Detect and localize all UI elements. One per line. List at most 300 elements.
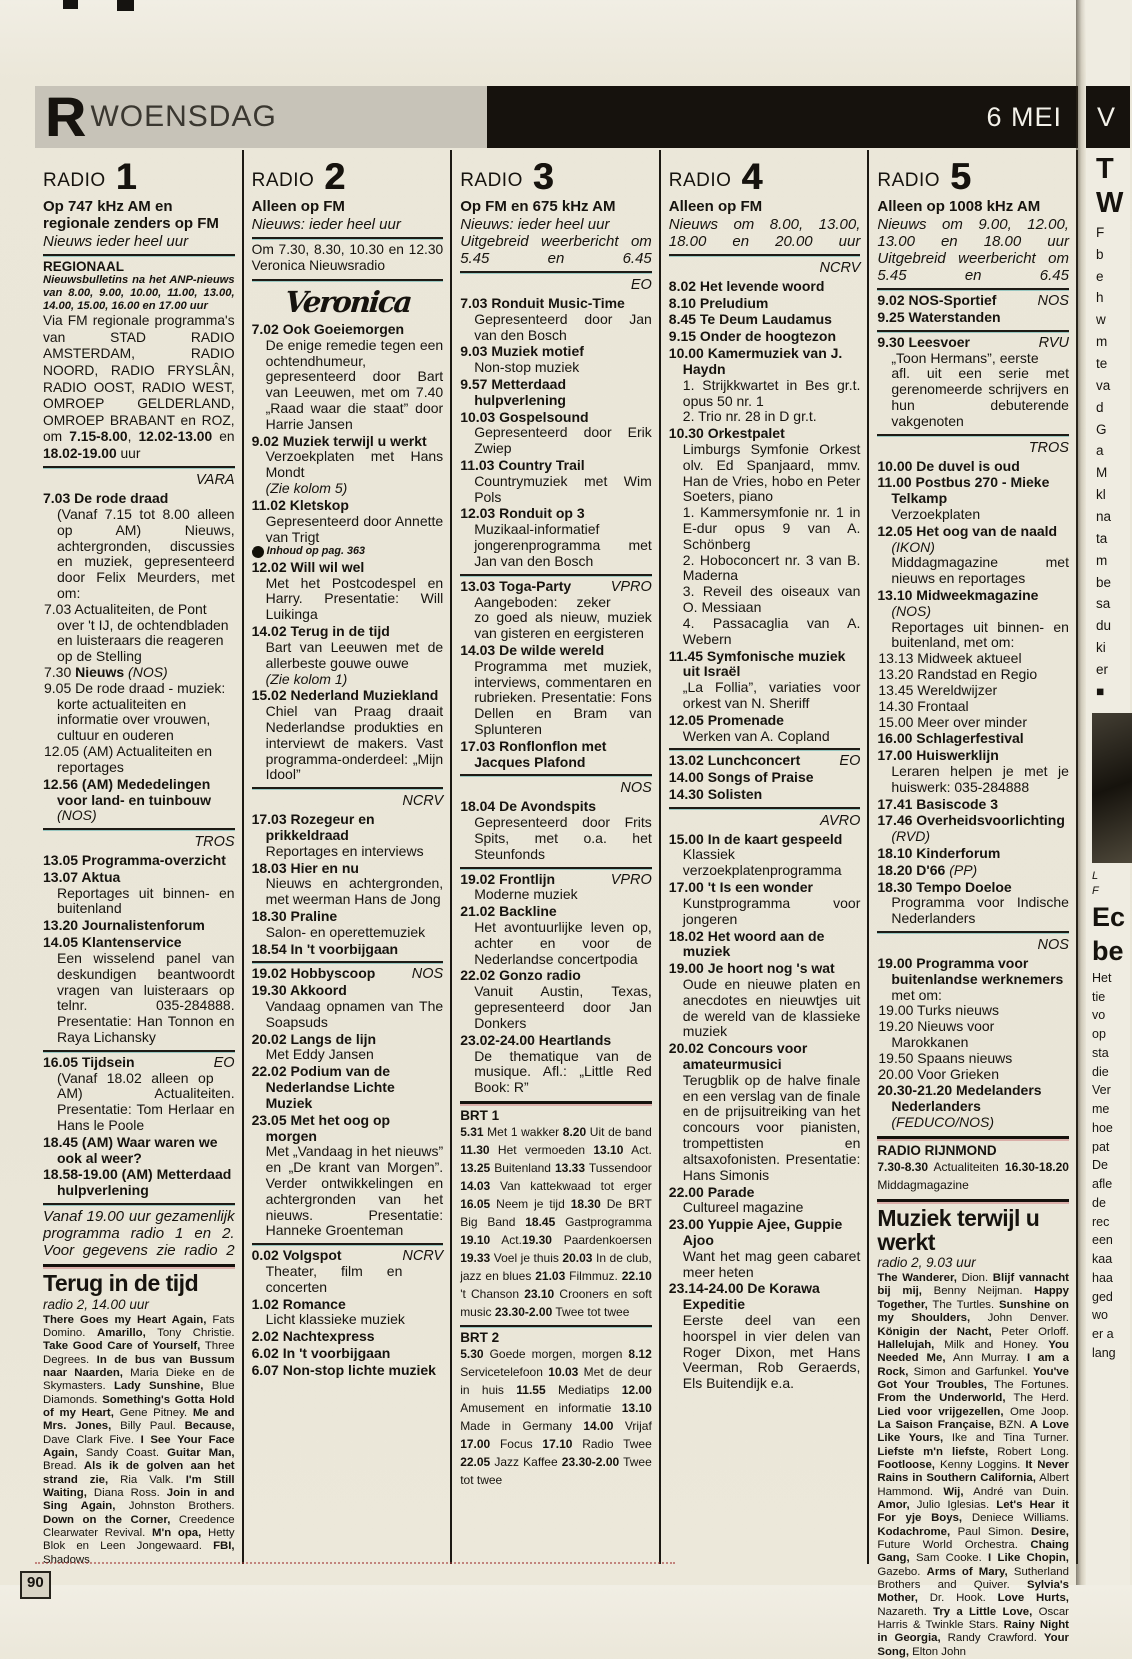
program-subentry: 19.50 Spaans nieuws (878, 1049, 1013, 1066)
section-heading: RADIO RIJNMOND (877, 1142, 997, 1158)
section-heading: BRT 1 (460, 1107, 500, 1123)
adjacent-line-fragment: be (1096, 574, 1112, 590)
feature-subtitle: radio 2, 9.03 uur (877, 1255, 976, 1271)
program-entry: 14.00 Songs of Praise (668, 769, 814, 786)
section-heading: REGIONAAL (43, 258, 124, 274)
program-entry: 11.03 Country Trail (460, 457, 585, 474)
feature-title: Terug in de tijd (43, 1270, 199, 1297)
program-entry: 17.00 't Is een wonder (668, 879, 813, 896)
program-entry: 18.02 Het woord aan de muziek (668, 927, 825, 960)
station-word: RADIO (668, 170, 732, 191)
section-divider (43, 1050, 235, 1052)
adjacent-line-fragment: G (1096, 421, 1107, 437)
program-entry: NOS 9.02 NOS-Sportief (877, 292, 1069, 310)
program-entry: 17.00 Huiswerklijn (877, 747, 999, 764)
program-description: Moderne muziek (474, 886, 578, 903)
adjacent-headline-fragment: be (1092, 936, 1124, 967)
program-description: Werken van A. Copland (682, 727, 830, 744)
adjacent-line-fragment: kaa (1092, 1252, 1113, 1267)
broadcaster-label: EO (213, 1054, 235, 1071)
section-heading: BRT 2 (460, 1329, 500, 1345)
program-subentry: 13.45 Wereldwijzer (878, 681, 998, 698)
program-description: Licht klassieke muziek (265, 1311, 405, 1328)
station-word: RADIO (43, 170, 106, 191)
teletext-note: T Inhoud op pag. 363 (247, 545, 365, 558)
adjacent-line-fragment: pat (1092, 1139, 1110, 1154)
program-description: Gepresenteerd door Annette van Trigt (265, 512, 444, 545)
adjacent-line-fragment: tie (1092, 989, 1106, 1004)
broadcaster-label: NCRV (402, 1248, 444, 1265)
program-description: Salon- en operettemuziek (265, 923, 426, 940)
section-divider (669, 748, 861, 750)
column-body (460, 199, 652, 1489)
column-body (877, 199, 1069, 1659)
program-entry: 14.05 Klantenservice (43, 934, 182, 951)
adjacent-caption-fragment: F (1092, 885, 1099, 898)
program-entry: 20.02 Langs de lijn (251, 1030, 377, 1047)
program-subentry: 7.30 Nieuws (NOS) (44, 664, 168, 681)
adjacent-line-fragment: hoe (1092, 1120, 1113, 1135)
section-divider (669, 254, 861, 256)
program-entry: 22.02 Podium van de Nederlandse Lichte Muziek (251, 1063, 395, 1111)
adjacent-line-fragment: De (1092, 1158, 1108, 1173)
adjacent-line-fragment: me (1092, 1102, 1110, 1117)
broadcaster-label: NCRV (819, 259, 861, 276)
section-divider (877, 330, 1069, 332)
program-entry: 13.05 Programma-overzicht (43, 852, 226, 869)
program-description: Want het mag geen cabaret meer heten (682, 1247, 861, 1280)
adjacent-line-fragment: w (1096, 312, 1106, 328)
program-description: „La Follia”, variaties voor orkest van N. Sheriff (682, 679, 861, 711)
broadcaster-label: RVU (1038, 334, 1069, 351)
adjacent-line-fragment: er (1096, 661, 1109, 677)
broadcaster-label: TROS (194, 834, 235, 851)
info-text: Om 7.30, 8.30, 10.30 en 12.30 Veronica Nieuwsradio (251, 241, 444, 274)
adjacent-line-fragment: vo (1092, 1008, 1106, 1023)
program-entry: 22.02 Gonzo radio (460, 967, 581, 984)
section-divider (460, 774, 652, 776)
program-description: Vandaag opnamen van The Soapsuds (265, 998, 444, 1030)
section-divider (43, 828, 235, 830)
program-subentry: 19.00 Turks nieuws (878, 1002, 999, 1019)
station-number: 3 (532, 156, 553, 198)
program-entry: 12.05 Promenade (668, 711, 784, 728)
broadcaster-label: EO (839, 753, 861, 770)
adjacent-line-fragment: lang (1092, 1345, 1116, 1360)
program-description: Muzikaal-informatief jongerenprogramma met Jan van den Bosch (474, 521, 652, 569)
program-entry: 18.10 Kinderforum (877, 845, 1001, 862)
program-entry: 19.00 Je hoort nog 's wat (668, 960, 835, 977)
broadcaster-label: EO (630, 277, 652, 294)
column-body (43, 199, 235, 1567)
program-entry: 19.00 Programma voor buitenlandse werknemers met om: (877, 954, 1064, 1003)
section-divider-strong (460, 1101, 652, 1104)
program-subentry: 9.05 De rode draad - muziek: korte actualiteiten en informatie over vrouwen, cultuur en ouderen (44, 679, 226, 744)
program-entry: 7.03 Ronduit Music-Time (460, 294, 625, 311)
section-logo-r: R (45, 84, 83, 148)
program-description: 1. Strijkkwartet in Bes gr.t. opus 50 nr. 1 (682, 376, 861, 409)
program-description: Reportages en interviews (265, 842, 424, 859)
program-subentry: 12.05 (AM) Actualiteiten en reportages (44, 743, 213, 775)
program-entry: 13.20 Journalistenforum (43, 917, 205, 934)
broadcaster-label: VPRO (610, 871, 652, 888)
section-divider (877, 288, 1069, 290)
station-number: 1 (115, 156, 136, 198)
station-number: 5 (950, 156, 970, 198)
program-description: Countrymuziek met Wim Pols (474, 472, 652, 505)
program-entry: VPRO 19.02 Frontlijn (460, 870, 652, 888)
program-description: 2. Hoboconcert nr. 3 van B. Maderna (682, 551, 861, 584)
program-description: 2. Trio nr. 28 in D gr.t. (682, 408, 817, 425)
adjacent-line-fragment: a (1096, 443, 1104, 459)
broadcaster-label: VPRO (610, 578, 652, 595)
column-title (460, 150, 652, 196)
adjacent-line-fragment: Het (1092, 970, 1112, 985)
program-subentry: 15.00 Meer over minder (878, 713, 1028, 730)
program-entry: 8.45 Te Deum Laudamus (668, 311, 832, 328)
compact-schedule: 7.30-8.30 Actualiteiten 16.30-18.20 Middagmagazine (877, 1159, 1069, 1192)
program-description: 3. Reveil des oiseaux van O. Messiaan (682, 583, 861, 616)
program-description: Gepresenteerd door Erik Zwiep (474, 424, 652, 457)
bottom-dotted-divider (35, 1562, 675, 1564)
program-description: Oude en nieuwe platen en anecdotes en nieuwtjes uit de wereld van de klassieke muziek (682, 975, 861, 1040)
program-description: Programma met muziek, interviews, commentaren en rubrieken. Presentatie: Fons Dellen en Bram van Splunteren (474, 657, 652, 738)
column-title (252, 150, 444, 196)
adjacent-page-edge (1086, 0, 1130, 1585)
program-entry: 6.02 In 't voorbijgaan (251, 1345, 391, 1362)
program-description: Een wisselend panel van deskundigen beantwoordt vragen van luisteraars op telnr. 035-284888. Presentatie: Han Tonnon en Raya Lichansky (57, 949, 235, 1045)
frequency-info: Op FM en 675 kHz AM (460, 198, 616, 215)
program-description: Gepresenteerd door Frits Spits, met o.a. het Steunfonds (474, 814, 652, 862)
program-entry: 9.02 Muziek terwijl u werkt (251, 432, 427, 449)
program-description: De enige remedie tegen een ochtendhumeur, gepresenteerd door Bart van Leeuwen, met om 7.40 „Raad waar die staat” door Harrie Jansen (265, 336, 444, 432)
adjacent-line-fragment: haa (1092, 1270, 1113, 1285)
section-divider (43, 1203, 235, 1205)
program-description: Nieuws en achtergronden, met weerman Hans de Jong (265, 875, 444, 908)
adjacent-line-fragment: die (1092, 1064, 1109, 1079)
program-entry: 7.02 Ook Goeiemorgen (251, 320, 405, 337)
news-schedule: Nieuws ieder heel uur (43, 232, 189, 250)
program-description: Klassiek verzoekplatenprogramma (682, 846, 842, 879)
program-entry: 18.03 Hier en nu (251, 859, 359, 876)
program-entry: 17.46 Overheidsvoorlichting (RVD) (877, 812, 1065, 845)
adjacent-line-fragment: ged (1092, 1289, 1113, 1304)
column-body (669, 199, 861, 1392)
adjacent-header-fragment (1086, 86, 1130, 148)
program-description: „Toon Hermans”, eerste afl. uit een serie met gerenomeerde schrijvers en hun debuterende vakgenoten (891, 349, 1069, 429)
header-date-box (487, 86, 1078, 148)
program-entry: 14.30 Solisten (668, 786, 763, 803)
broadcaster-label: NCRV (402, 793, 444, 810)
program-entry: 12.56 (AM) Mededelingen voor land- en tuinbouw (NOS) (43, 775, 211, 824)
feature-subtitle: radio 2, 14.00 uur (43, 1296, 149, 1312)
program-subentry: 7.03 Actualiteiten, de Pont over 't IJ, de ochtendbladen en luisteraars die reageren op de Stelling (44, 600, 229, 665)
column-title (877, 150, 1069, 196)
program-entry: 7.03 De rode draad (43, 490, 169, 507)
program-entry: 9.25 Waterstanden (877, 308, 1001, 325)
program-description: 1. Kammersymfonie nr. 1 in E-dur opus 9 van A. Schönberg (682, 504, 861, 552)
bulletin-info: Nieuwsbulletins na het ANP-nieuws van 8.00, 9.00, 10.00, 11.00, 13.00, 14.00, 15.00, 16.00 en 17.00 uur (43, 273, 235, 313)
news-schedule: Uitgebreid weerbericht om 5.45 en 6.45 (877, 249, 1069, 285)
broadcaster-label: NOS (620, 780, 652, 797)
program-entry: 23.05 Met het oog op morgen (251, 1111, 391, 1144)
program-entry: 13.07 Aktua (43, 868, 121, 885)
column-radio-4 (661, 150, 870, 1564)
station-number: 4 (741, 156, 762, 198)
program-subentry: 19.20 Nieuws voor Marokkanen (878, 1018, 995, 1050)
section-divider (669, 807, 861, 809)
program-entry: 17.03 Rozegeur en prikkeldraad (251, 811, 375, 843)
program-description: Middagmagazine met nieuws en reportages (891, 554, 1069, 587)
adjacent-line-fragment: kl (1096, 487, 1106, 503)
song-list: The Wanderer, Dion. Blijf vannacht bij mij, Benny Neijman. Happy Together, The Turtles. Sunshine on my Shoulders, John Denver. Königin der Nacht, Peter Orloff. Hallelujah, Milk and Honey. You Needed Me, Ann Murray. I am a Rock, Simon and Garfunkel. You've Got Your Troubles, The Fortunes. From the Underworld, The Herd. Lied voor vrijgezellen, Ome Joop. La Saison Française, BZN. A Love Like Yours, Ike and Tina Turner. Liefste m'n liefste, Robert Long. Footloose, Kenny Loggins. It Never Rains in Southern California, Albert Hammond. Wij, André van Duin. Amor, Julio Iglesias. Let's Hear it For yje Boys, Deniece Williams. Kodachrome, Paul Simon. Desire, Future World Orchestra. Chaing Gang, Sam Cooke. I Like Chopin, Gazebo. Arms of Mary, Sutherland Brothers and Quiver. Sylvia's Mother, Dr. Hook. Love Hurts, Nazareth. Try a Little Love, Oscar Harris & Twinkle Stars. Rainy Night in Georgia, Randy Crawford. Your Song, Elton John (877, 1272, 1069, 1658)
program-entry: 14.02 Terug in de tijd (251, 623, 390, 640)
program-description: (Vanaf 7.15 tot 8.00 alleen op AM) Nieuws, achtergronden, discussies en muziek, gepresenteerd door Felix Meurders, met om: (57, 505, 235, 601)
program-entry: 20.02 Concours voor amateurmusici (668, 1040, 808, 1073)
adjacent-line-fragment: op (1092, 1027, 1106, 1042)
adjacent-line-fragment: afle (1092, 1177, 1113, 1192)
program-description: Terugblik op de halve finale en een verslag van de finale en de prijsuitreiking van het concours voor pianisten, trompettisten en altsaxofonisten. Presentatie: Hans Simonis (682, 1071, 861, 1183)
program-description: Gepresenteerd door Jan van den Bosch (474, 310, 652, 343)
section-divider (43, 254, 235, 256)
station-number: 2 (324, 156, 344, 198)
program-entry: 1.02 Romance (251, 1295, 346, 1312)
frequency-info: Alleen op 1008 kHz AM (877, 198, 1041, 215)
program-entry: 12.05 Het oog van de naald (IKON) (877, 522, 1058, 555)
frequency-info: Alleen op FM (668, 198, 763, 215)
program-subentry: 13.13 Midweek aktueel (878, 650, 1022, 667)
program-entry: 23.14-24.00 De Korawa Expeditie (668, 1280, 820, 1313)
news-schedule: Nieuws om 8.00, 13.00, 18.00 en 20.00 uur (668, 215, 861, 250)
header-day-box (35, 86, 487, 148)
adjacent-line-fragment: F (1096, 224, 1105, 240)
program-entry: 12.02 Will wil wel (251, 558, 365, 575)
section-divider (43, 466, 235, 468)
compact-schedule: 5.30 Goede morgen, morgen 8.12 Servicetelefoon 10.03 Met de deur in huis 11.55 Mediatips 12.00 Amusement en informatie 13.10 Made in Germany 14.00 Vrijaf 17.00 Focus 17.10 Radio Twee 22.05 Jazz Kaffee 23.30-2.00 Twee tot twee (460, 1346, 652, 1487)
program-entry: 16.00 Schlagerfestival (877, 730, 1024, 747)
program-entry: NOS 19.02 Hobbyscoop (251, 965, 444, 983)
program-entry: 18.30 Tempo Doeloe (877, 878, 1012, 895)
program-description: 4. Passacaglia van A. Webern (682, 614, 861, 647)
broadcaster-label: TROS (1028, 439, 1069, 456)
column-body (247, 198, 444, 1379)
adjacent-line-fragment: b (1096, 246, 1104, 262)
column-title (669, 150, 861, 196)
program-entry: 6.07 Non-stop lichte muziek (251, 1361, 436, 1378)
program-entry: 8.02 Het levende woord (668, 277, 825, 294)
adjacent-line-fragment: d (1096, 399, 1104, 415)
program-entry: 13.10 Midweekmagazine (NOS) (877, 587, 1039, 619)
adjacent-line-fragment: m (1096, 552, 1108, 568)
broadcaster-label: NOS (1037, 293, 1069, 310)
program-entry: 17.03 Ronflonflon met Jacques Plafond (460, 737, 607, 770)
program-entry: 11.02 Kletskop (251, 496, 349, 513)
program-entry: 23.02-24.00 Heartlands (460, 1031, 612, 1048)
program-entry: EO 16.05 Tijdsein (43, 1053, 235, 1071)
program-entry: 9.57 Metterdaad hulpverlening (460, 375, 567, 408)
page-gutter-shadow (1076, 0, 1086, 1585)
station-word: RADIO (877, 170, 941, 191)
broadcaster-label: NOS (1037, 937, 1069, 954)
section-divider (460, 867, 652, 869)
program-entry: NCRV 0.02 Volgspot (251, 1247, 444, 1265)
news-schedule: Nieuws om 9.00, 12.00, 13.00 en 18.00 uur (877, 215, 1069, 250)
program-entry: 18.20 D'66 (PP) (877, 861, 978, 878)
program-entry: 11.45 Symfonische muziek uit Israël (668, 647, 846, 680)
compact-schedule: 5.31 Met 1 wakker 8.20 Uit de band 11.30 Het vermoeden 13.10 Act. 13.25 Buitenland 13.33 Tussendoor 14.03 Van kattekwaad tot erger 16.05 Neem je tijd 18.30 De BRT Big Band 18.45 Gastprogramma 19.10 Act.19.30 Paardenkoersen 19.33 Voel je thuis 20.03 In de club, jazz en blues 21.03 Filmmuz. 22.10 't Chanson 23.10 Crooners en soft music 23.30-2.00 Twee tot twee (460, 1124, 652, 1319)
adjacent-line-fragment: h (1096, 290, 1104, 306)
frequency-info: Alleen op FM (251, 198, 345, 215)
program-description: Reportages uit binnen- en buitenland, met om: (891, 618, 1069, 651)
program-entry: VPRO 13.03 Toga-Party (460, 577, 652, 595)
page-header (35, 86, 1078, 148)
program-entry: EO 13.02 Lunchconcert (668, 752, 861, 770)
program-description: Vanuit Austin, Texas, gepresenteerd door Jan Donkers (474, 983, 652, 1031)
adjacent-line-fragment: rec (1092, 1214, 1110, 1229)
program-description: (Zie kolom 1) (265, 670, 348, 687)
date-label: 6 MEI (986, 101, 1062, 132)
program-description: Met „Vandaag in het nieuws” en „De krant van Morgen”. Verder ontwikkelingen en achtergronden van het nieuws. Presentatie: Hanneke Groenteman (265, 1143, 444, 1239)
adjacent-line-fragment: sa (1096, 596, 1111, 612)
program-entry: 21.02 Backline (460, 903, 557, 920)
program-description: (Vanaf 18.02 alleen op AM) Actualiteiten. Presentatie: Tom Herlaar en Hans le Poole (57, 1069, 235, 1134)
adjacent-text-fragments (1086, 152, 1130, 1363)
schedule-columns (35, 150, 1078, 1658)
adjacent-line-fragment: wo (1092, 1308, 1108, 1323)
program-description: Programma voor Indische Nederlanders (891, 894, 1069, 927)
section-divider (252, 1243, 444, 1245)
program-description: Met het Postcodespel en Harry. Presentatie: Will Luikinga (265, 574, 444, 623)
column-radio-5 (869, 150, 1078, 1658)
program-description: Het avontuurlijke leven op, achter en voor de Nederlandse concertpodia (474, 919, 652, 967)
program-entry: 12.03 Ronduit op 3 (460, 505, 585, 522)
program-entry: 11.00 Postbus 270 - Mieke Telkamp (877, 474, 1050, 507)
column-title (43, 150, 235, 196)
program-description: Bart van Leeuwen met de allerbeste gouwe ouwe (265, 638, 444, 671)
page-number: 90 (20, 1571, 51, 1599)
adjacent-line-fragment: ki (1096, 640, 1106, 656)
column-radio-1 (35, 150, 244, 1564)
adjacent-line-fragment: er a (1092, 1327, 1114, 1342)
news-schedule: Vanaf 19.00 uur gezamenlijk programma radio 1 en 2. Voor gegevens zie radio 2 (43, 1208, 235, 1260)
veronica-logo: Veronica (283, 284, 412, 319)
program-description: Non-stop muziek (474, 359, 580, 376)
program-entry: 18.04 De Avondspits (460, 798, 597, 815)
program-entry: 15.00 In de kaart gespeeld (668, 830, 843, 847)
news-schedule: Nieuws: ieder heel uur (251, 215, 401, 233)
column-radio-2 (244, 150, 453, 1564)
program-description: Theater, film en concerten (265, 1263, 403, 1295)
program-entry: 10.00 Kamermuziek van J. Haydn (668, 345, 843, 377)
print-mark (63, 0, 78, 9)
program-description: (Zie kolom 5) (265, 480, 348, 497)
section-divider (252, 961, 444, 963)
column-radio-3 (452, 150, 661, 1564)
program-entry: 15.02 Nederland Muziekland (251, 687, 439, 704)
info-text: Via FM regionale programma's van STAD RADIO AMSTERDAM, RADIO NOORD, RADIO FRYSLÂN, RADIO OOST, RADIO WEST, OMROEP GELDERLAND, OMROEP BRABANT en ROZ, om 7.15-8.00, 12.02-13.00 en 18.02-19.00 uur (43, 313, 235, 461)
adjacent-day-letter: V (1097, 101, 1116, 132)
program-entry: 14.03 De wilde wereld (460, 641, 605, 658)
program-entry: 8.10 Preludium (668, 294, 769, 311)
adjacent-line-fragment: va (1096, 377, 1111, 393)
program-description: Limburgs Symfonie Orkest olv. Ed Spanjaard, mmv. Han de Vries, hobo en Peter Soeters, piano (682, 440, 861, 505)
adjacent-line-fragment: een (1092, 1233, 1113, 1248)
program-description: Chiel van Praag draait Nederlandse produkties en interviewt de makers. Vast programma-onderdeel: „Mijn Idool” (265, 703, 444, 783)
section-divider (877, 434, 1069, 436)
adjacent-line-fragment: du (1096, 618, 1112, 634)
program-subentry: 14.30 Frontaal (878, 697, 969, 714)
adjacent-line-fragment: de (1092, 1195, 1106, 1210)
program-entry: 10.03 Gospelsound (460, 408, 589, 425)
adjacent-caption-fragment: L (1092, 869, 1099, 882)
program-subentry: 13.20 Randstad en Regio (878, 666, 1038, 683)
program-description: Reportages uit binnen- en buitenland (57, 884, 235, 917)
program-entry: 23.00 Yuppie Ajee, Guppie Ajoo (668, 1216, 843, 1248)
program-description: Leraren helpen je met je huiswerk: 035-284888 (891, 762, 1069, 795)
news-schedule: Uitgebreid weerbericht om 5.45 en 6.45 (460, 232, 652, 267)
program-entry: 9.15 Onder de hoogtezon (668, 328, 837, 345)
program-entry: 17.41 Basiscode 3 (877, 795, 999, 812)
program-description: Cultureel magazine (682, 1199, 804, 1216)
program-entry: 2.02 Nachtexpress (251, 1328, 375, 1345)
program-entry: 18.58-19.00 (AM) Metterdaad hulpverlening (43, 1166, 232, 1199)
adjacent-line-fragment: na (1096, 508, 1112, 524)
section-divider (460, 1325, 652, 1327)
program-entry: 19.30 Akkoord (251, 982, 347, 999)
teletext-icon: T (252, 546, 264, 558)
program-description: Verzoekplaten met Hans Mondt (265, 448, 444, 481)
program-description: Kunstprogramma voor jongeren (682, 894, 861, 927)
broadcaster-label: AVRO (820, 812, 861, 829)
adjacent-line-fragment: e (1096, 268, 1104, 284)
section-divider (252, 279, 444, 281)
news-schedule: Nieuws: ieder heel uur (460, 215, 610, 233)
adjacent-line-fragment: ta (1096, 530, 1108, 546)
program-entry: RVU 9.30 Leesvoer (877, 333, 1069, 351)
program-description: Met Eddy Jansen (265, 1046, 374, 1063)
section-divider (460, 574, 652, 576)
adjacent-headline-fragment: Ec (1092, 902, 1126, 933)
broadcaster-label: NOS (411, 966, 444, 983)
program-description: Aangeboden: zeker zo goed als nieuw, muziek van gisteren en eergisteren (474, 593, 652, 642)
station-word: RADIO (251, 170, 315, 191)
adjacent-line-fragment: m (1096, 334, 1108, 350)
program-entry: 10.30 Orkestpalet (668, 425, 785, 442)
program-entry: 18.54 In 't voorbijgaan (251, 940, 399, 957)
program-subentry: 20.00 Voor Grieken (878, 1065, 1000, 1082)
program-entry: 20.30-21.20 Medelanders Nederlanders (FEDUCO/NOS) (877, 1082, 1042, 1131)
program-entry: 9.03 Muziek motief (460, 343, 584, 360)
adjacent-line-fragment: M (1096, 465, 1108, 481)
adjacent-line-fragment: ■ (1096, 683, 1105, 699)
program-entry: 18.30 Praline (251, 907, 338, 924)
adjacent-headline-fragment: W (1096, 186, 1124, 219)
adjacent-photo-fragment (1092, 713, 1132, 863)
section-divider-strong (877, 1136, 1069, 1139)
station-word: RADIO (460, 170, 523, 191)
adjacent-line-fragment: Ver (1092, 1083, 1111, 1098)
adjacent-headline-fragment: T (1096, 153, 1114, 185)
program-entry: 18.45 (AM) Waar waren we ook al weer? (43, 1133, 218, 1166)
program-description: Eerste deel van een hoorspel in vier delen van Roger Dixon, met Hans Veerman, Rob Geraerds, Els Buitendijk e.a. (682, 1312, 861, 1392)
broadcaster-label: VARA (195, 472, 235, 489)
program-description: De thematique van de musique. Afl.: „Little Red Book: R” (474, 1047, 652, 1096)
program-description: Verzoekplaten (891, 505, 981, 522)
section-divider-strong (43, 1264, 235, 1267)
program-entry: 22.00 Parade (668, 1183, 755, 1200)
song-list: There Goes my Heart Again, Fats Domino. Amarillo, Tony Christie. Take Good Care of Yourself, Three Degrees. In de bus van Bussum naar Naarden, Maria Dieke en de Skymasters. Lady Sunshine, Blue Diamonds. Something's Gotta Hold of my Heart, Gene Pitney. Me and Mrs. Jones, Billy Paul. Because, Dave Clark Five. I See Your Face Again, Sandy Coast. Guitar Man, Bread. Als ik de golven aan het strand zie, Ria Valk. I'm Still Waiting, Diana Ross. Join in and Sing Again, Johnston Brothers. Down on the Corner, Creedence Clearwater Revival. M'n opa, Hetty Blok en Leen Jongewaard. FBI, Shadows (43, 1313, 235, 1566)
section-divider (252, 787, 444, 789)
